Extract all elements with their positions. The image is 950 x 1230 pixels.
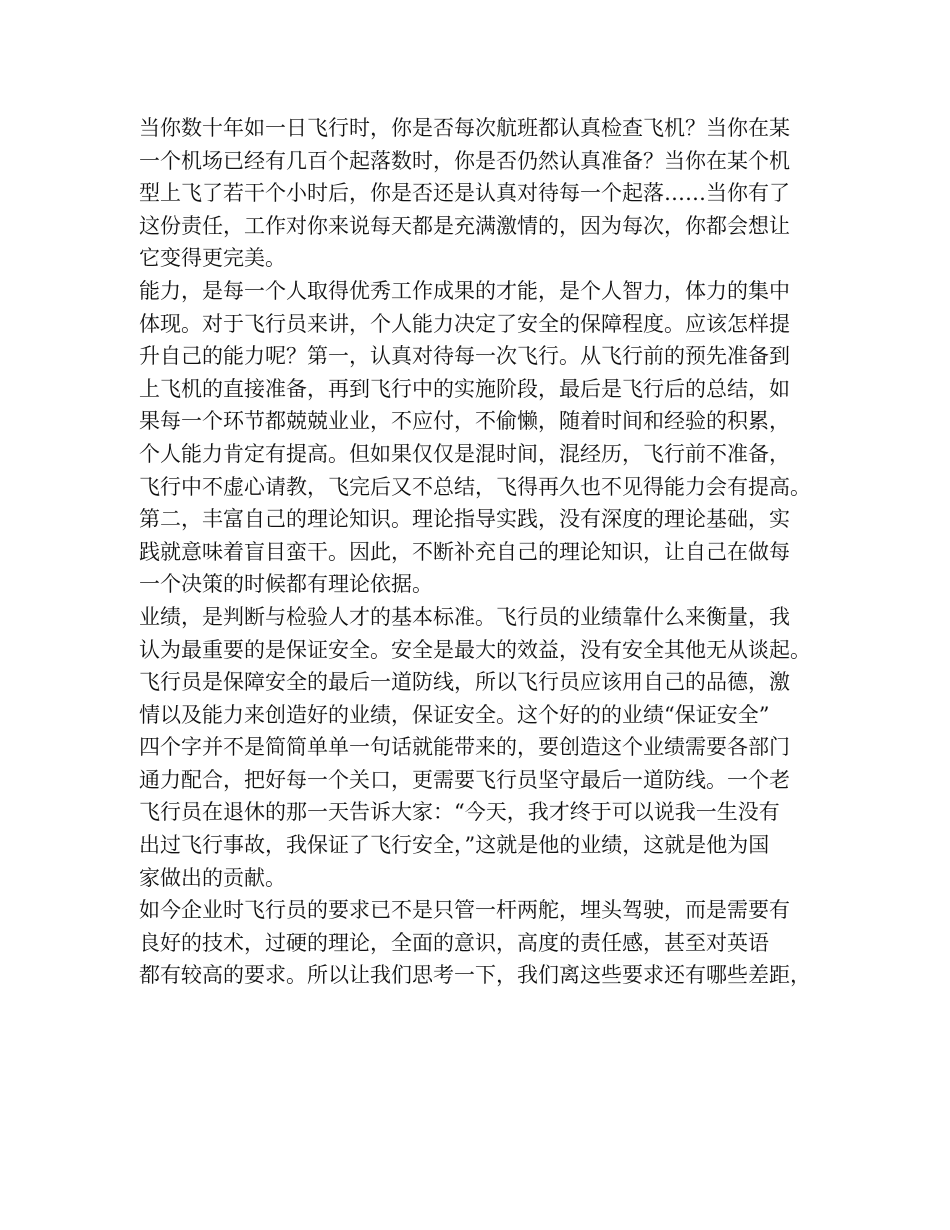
text-line: 飞行中不虚心请教，飞完后又不总结，飞得再久也不见得能力会有提高。 <box>139 474 811 499</box>
text-line: 这份责任，工作对你来说每天都是充满激情的，因为每次，你都会想让 <box>139 213 790 238</box>
body-text <box>139 112 819 992</box>
text-line: 践就意味着盲目蛮干。因此，不断补充自己的理论知识，让自己在做每 <box>139 539 790 564</box>
text-line: 一个决策的时候都有理论依据。 <box>139 572 433 597</box>
text-line: 业绩，是判断与检验人才的基本标准。飞行员的业绩靠什么来衡量，我 <box>139 604 790 629</box>
text-line: 体现。对于飞行员来讲，个人能力决定了安全的保障程度。应该怎样提 <box>139 311 790 336</box>
text-line: 良好的技术，过硬的理论，全面的意识，高度的责任感，甚至对英语 <box>139 930 769 955</box>
text-line: 家做出的贡献。 <box>139 865 286 890</box>
text-line: 情以及能力来创造好的业绩，保证安全。这个好的的业绩“保证安全” <box>139 702 770 727</box>
text-line: 它变得更完美。 <box>139 246 286 271</box>
text-line: 一个机场已经有几百个起落数时，你是否仍然认真准备？当你在某个机 <box>139 148 790 173</box>
text-line: 个人能力肯定有提高。但如果仅仅是混时间，混经历，飞行前不准备， <box>139 441 790 466</box>
text-line: 如今企业时飞行员的要求已不是只管一杆两舵，埋头驾驶，而是需要有 <box>139 898 790 923</box>
text-line: 飞行员是保障安全的最后一道防线，所以飞行员应该用自己的品德，激 <box>139 670 790 695</box>
text-line: 四个字并不是简简单单一句话就能带来的，要创造这个业绩需要各部门 <box>139 735 790 760</box>
text-line: 果每一个环节都兢兢业业，不应付，不偷懒，随着时间和经验的积累， <box>139 409 790 434</box>
text-line: 能力，是每一个人取得优秀工作成果的才能，是个人智力，体力的集中 <box>139 278 790 303</box>
text-line: 升自己的能力呢？第一，认真对待每一次飞行。从飞行前的预先准备到 <box>139 344 790 369</box>
text-line: 出过飞行事故，我保证了飞行安全，”这就是他的业绩，这就是他为国 <box>139 833 770 858</box>
text-line: 第二，丰富自己的理论知识。理论指导实践，没有深度的理论基础，实 <box>139 507 790 532</box>
text-line: 通力配合，把好每一个关口，更需要飞行员坚守最后一道防线。一个老 <box>139 767 790 792</box>
text-line: 都有较高的要求。所以让我们思考一下，我们离这些要求还有哪些差距， <box>139 963 811 988</box>
text-line: 当你数十年如一日飞行时，你是否每次航班都认真检查飞机？当你在某 <box>139 116 790 140</box>
text-line: 型上飞了若干个小时后，你是否还是认真对待每一个起落……当你有了 <box>139 181 790 206</box>
text-line: 认为最重要的是保证安全。安全是最大的效益，没有安全其他无从谈起。 <box>139 637 811 662</box>
text-line: 上飞机的直接准备，再到飞行中的实施阶段，最后是飞行后的总结，如 <box>139 376 790 401</box>
text-line: 飞行员在退休的那一天告诉大家：“今天，我才终于可以说我一生没有 <box>139 800 780 825</box>
